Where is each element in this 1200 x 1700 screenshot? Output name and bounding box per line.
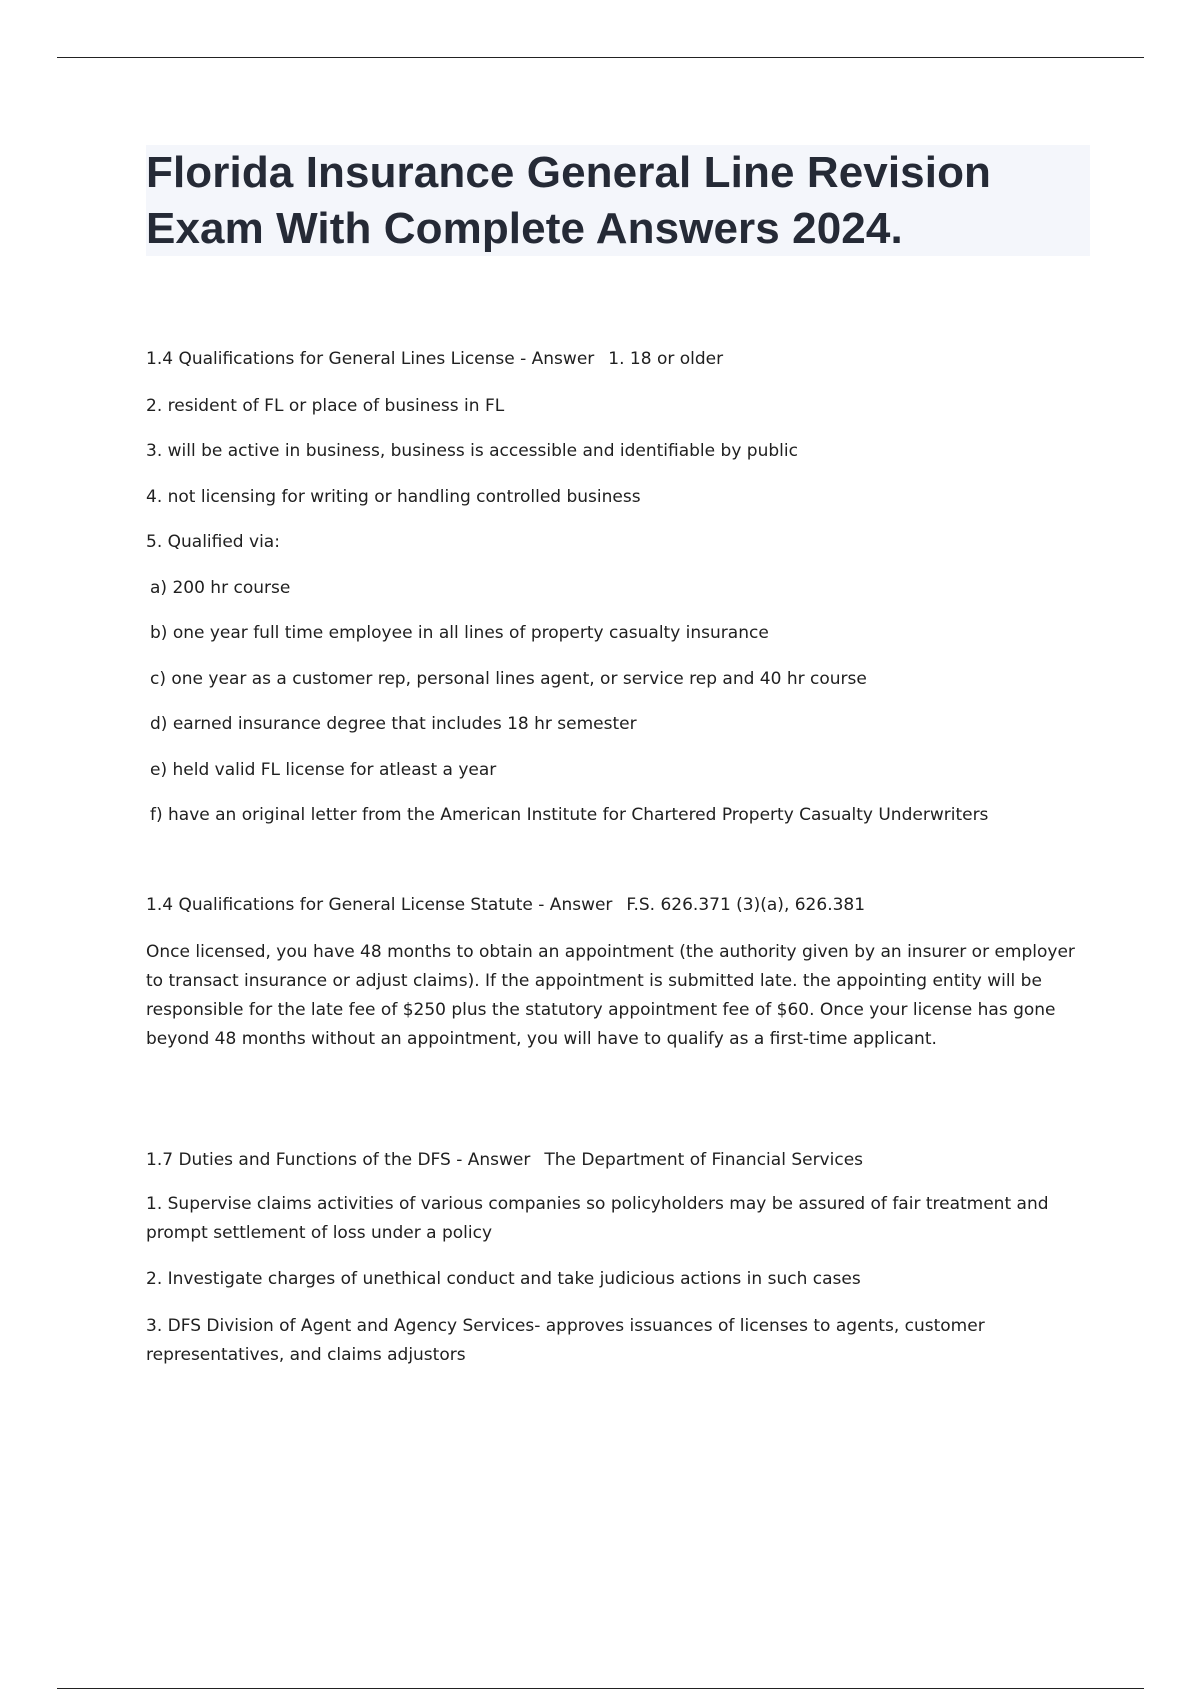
section1-sub-item: d) earned insurance degree that includes 18 hr semester [150, 714, 637, 734]
section3-item: 3. DFS Division of Agent and Agency Services- approves issuances of licenses to agents, customer representatives, and claims adjustors [146, 1316, 985, 1365]
title-line-1: Florida Insurance General Line Revision [146, 148, 992, 197]
section1-question-line [146, 345, 1106, 374]
section1-sub-item: e) held valid FL license for atleast a year [150, 760, 497, 780]
document-title [146, 145, 1090, 257]
section1-item: 3. will be active in business, business is accessible and identifiable by public [146, 441, 798, 461]
section2-paragraph: Once licensed, you have 48 months to obtain an appointment (the authority given by an insurer or employer to transact insurance or adjust claims). If the appointment is submitted late. the appointing entity will be responsible for the late fee of $250 plus the statutory appointment fee of $60. Once your license has gone beyond 48 months without an appointment, you will have to qualify as a first-time applicant. [146, 942, 1075, 1049]
section3-item: 1. Supervise claims activities of various companies so policyholders may be assured of fair treatment and prompt settlement of loss under a policy [146, 1194, 1049, 1243]
section1-sub-item: b) one year full time employee in all lines of property casualty insurance [150, 623, 769, 643]
section1-sub-item: a) 200 hr course [150, 578, 291, 598]
section3-question-line [146, 1146, 1106, 1175]
section3-question: 1.7 Duties and Functions of the DFS - Answer [146, 1150, 531, 1170]
top-divider [57, 57, 1144, 58]
section1-item: 5. Qualified via: [146, 532, 280, 552]
section1-answer-first: 1. 18 or older [608, 349, 724, 369]
bottom-divider [57, 1688, 1144, 1689]
section1-item: 2. resident of FL or place of business in FL [146, 396, 505, 416]
section2-question-line [146, 891, 1106, 920]
section3-answer-first: The Department of Financial Services [544, 1150, 864, 1170]
section1-sub-item: f) have an original letter from the American Institute for Chartered Property Casualty Underwriters [150, 805, 989, 825]
section1-item: 4. not licensing for writing or handling controlled business [146, 487, 641, 507]
title-line-2: Exam With Complete Answers 2024. [146, 204, 903, 253]
section2-answer-first: F.S. 626.371 (3)(a), 626.381 [626, 895, 866, 915]
section1-sub-item: c) one year as a customer rep, personal lines agent, or service rep and 40 hr course [150, 669, 867, 689]
section2-question: 1.4 Qualifications for General License Statute - Answer [146, 895, 613, 915]
section1-question: 1.4 Qualifications for General Lines License - Answer [146, 349, 595, 369]
section3-item: 2. Investigate charges of unethical conduct and take judicious actions in such cases [146, 1269, 861, 1289]
